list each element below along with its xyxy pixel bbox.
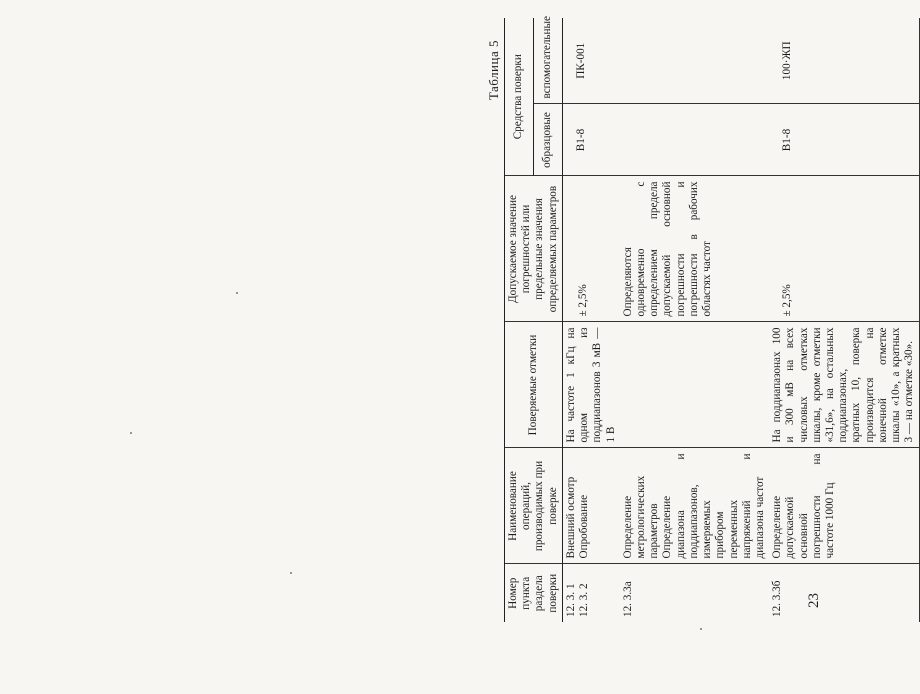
- header-tolerance: Допускаемое значение погрешностей или предельные значения определяемых параметров: [505, 176, 563, 322]
- cell-tolerance: ± 2,5%: [562, 176, 619, 322]
- table-row: [562, 18, 619, 622]
- cell-marks: На частоте 1 кГц на одном из поддиапазонов 3 мВ — 1 В: [562, 322, 619, 448]
- table-row: [769, 18, 919, 622]
- cell-item: [769, 564, 919, 622]
- item-number: 12. 3. 2: [578, 583, 591, 617]
- cell-reference: В1-8: [562, 104, 619, 176]
- verification-table: [504, 18, 920, 622]
- scan-speck: [130, 432, 132, 434]
- cell-operation: [620, 448, 769, 564]
- cell-item: [620, 564, 769, 622]
- item-number: 12. 3.3а: [621, 581, 634, 617]
- cell-marks: На поддиапазонах 100 и 300 мВ на всех числовых отметках шкалы, кроме отметки «31,6», на остальных поддиапазонах, кратных 10, поверка производится на конечной отметке шкалы «10», а кратных 3 — на отметке «30».: [769, 322, 919, 448]
- scan-speck: [236, 292, 238, 294]
- scan-speck: [700, 628, 702, 630]
- cell-operation: [769, 448, 919, 564]
- operation-name: Внешний осмотр: [564, 476, 577, 559]
- cell-reference: В1-8: [769, 104, 919, 176]
- item-number: 12. 3.3б: [771, 580, 784, 617]
- operation-name: Определение диапазона и поддиапазонов, измеряемых прибором переменных напряжений и диапазона частот: [661, 453, 766, 559]
- cell-auxiliary: [620, 18, 769, 104]
- cell-auxiliary: 100·ЖП: [769, 18, 919, 104]
- item-number: 12. 3. 1: [564, 583, 577, 617]
- table-header-row: [505, 18, 534, 622]
- table-caption: Таблица 5: [486, 40, 501, 101]
- page-number: 23: [806, 593, 822, 608]
- cell-tolerance: ± 2,5%: [769, 176, 919, 322]
- cell-auxiliary: ПК-001: [562, 18, 619, 104]
- header-means: Средства поверки: [505, 18, 534, 176]
- cell-marks: [620, 322, 769, 448]
- scan-speck: [290, 572, 292, 574]
- header-item-no: Номер пункта раздела поверки: [505, 564, 563, 622]
- header-means-reference: образцовые: [533, 104, 562, 176]
- cell-reference: [620, 104, 769, 176]
- header-operation: Наименование операций, производимых при поверке: [505, 448, 563, 564]
- operation-name: Определение допускаемой основной погрешности на частоте 1000 Гц: [771, 453, 837, 559]
- table-row: [620, 18, 769, 622]
- cell-operation: [562, 448, 619, 564]
- cell-tolerance: Определяются одновременно с определением предела допускаемой основной погрешности и погрешности в рабочих областях частот: [620, 176, 769, 322]
- operation-name: Определение метрологических параметров: [621, 475, 661, 559]
- operation-name: Опробование: [578, 494, 591, 559]
- header-means-auxiliary: вспомогательные: [533, 18, 562, 104]
- cell-item: [562, 564, 619, 622]
- header-marks: Поверяемые отметки: [505, 322, 563, 448]
